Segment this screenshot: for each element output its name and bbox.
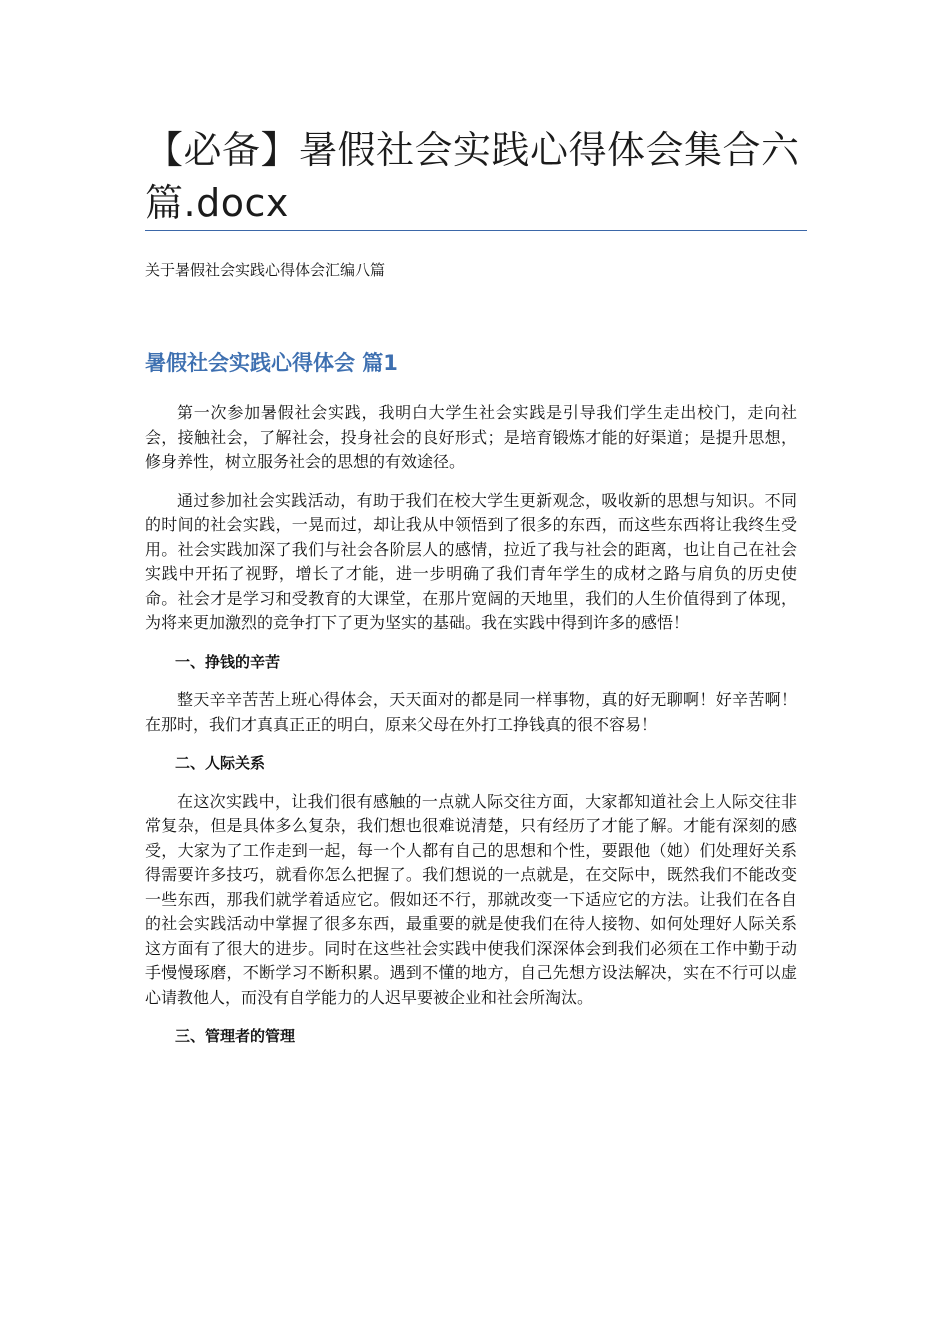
document-title: 【必备】暑假社会实践心得体会集合六篇.docx <box>145 128 800 225</box>
subheading-earning-money: 一、挣钱的辛苦 <box>175 652 281 671</box>
paragraph-1: 第一次参加暑假社会实践，我明白大学生社会实践是引导我们学生走出校门，走向社会，接触社会，了解社会，投身社会的良好形式；是培育锻炼才能的好渠道；是提升思想，修身养性，树立服务社会的思想的有效途径。 <box>145 403 797 471</box>
subheading-relationships: 二、人际关系 <box>175 754 266 772</box>
paragraph-earning-money: 整天辛辛苦苦上班心得体会，天天面对的都是同一样事物，真的好无聊啊！好辛苦啊！在那时，我们才真真正正的明白，原来父母在外打工挣钱真的很不容易！ <box>145 690 797 734</box>
section-heading: 暑假社会实践心得体会 篇1 <box>145 351 398 375</box>
document-body <box>145 401 797 1063</box>
subheading-management: 三、管理者的管理 <box>175 1027 296 1045</box>
paragraph-2: 通过参加社会实践活动，有助于我们在校大学生更新观念，吸收新的思想与知识。不同的时间的社会实践，一晃而过，却让我从中领悟到了很多的东西，而这些东西将让我终生受用。社会实践加深了我们与社会各阶层人的感情，拉近了我与社会的距离，也让自己在社会实践中开拓了视野，增长了才能，进一步明确了我们青年学生的成材之路与肩负的历史使命。社会才是学习和受教育的大课堂，在那片宽阔的天地里，我们的人生价值得到了体现，为将来更加激烈的竞争打下了更为坚实的基础。我在实践中得到许多的感悟！ <box>145 490 797 632</box>
title-divider <box>145 230 807 231</box>
paragraph-relationships: 在这次实践中，让我们很有感触的一点就人际交往方面，大家都知道社会上人际交往非常复杂，但是具体多么复杂，我们想也很难说清楚，只有经历了才能了解。才能有深刻的感受，大家为了工作走到一起，每一个人都有自己的思想和个性，要跟他（她）们处理好关系得需要许多技巧，就看你怎么把握了。我们想说的一点就是，在交际中，既然我们不能改变一些东西，那我们就学着适应它。假如还不行，那就改变一下适应它的方法。让我们在各自的社会实践活动中掌握了很多东西，最重要的就是使我们在待人接物、如何处理好人际关系这方面有了很大的进步。同时在这些社会实践中使我们深深体会到我们必须在工作中勤于动手慢慢琢磨，不断学习不断积累。遇到不懂的地方，自己先想方设法解决，实在不行可以虚心请教他人，而没有自学能力的人迟早要被企业和社会所淘汰。 <box>145 791 797 1007</box>
document-subtitle: 关于暑假社会实践心得体会汇编八篇 <box>145 261 386 279</box>
